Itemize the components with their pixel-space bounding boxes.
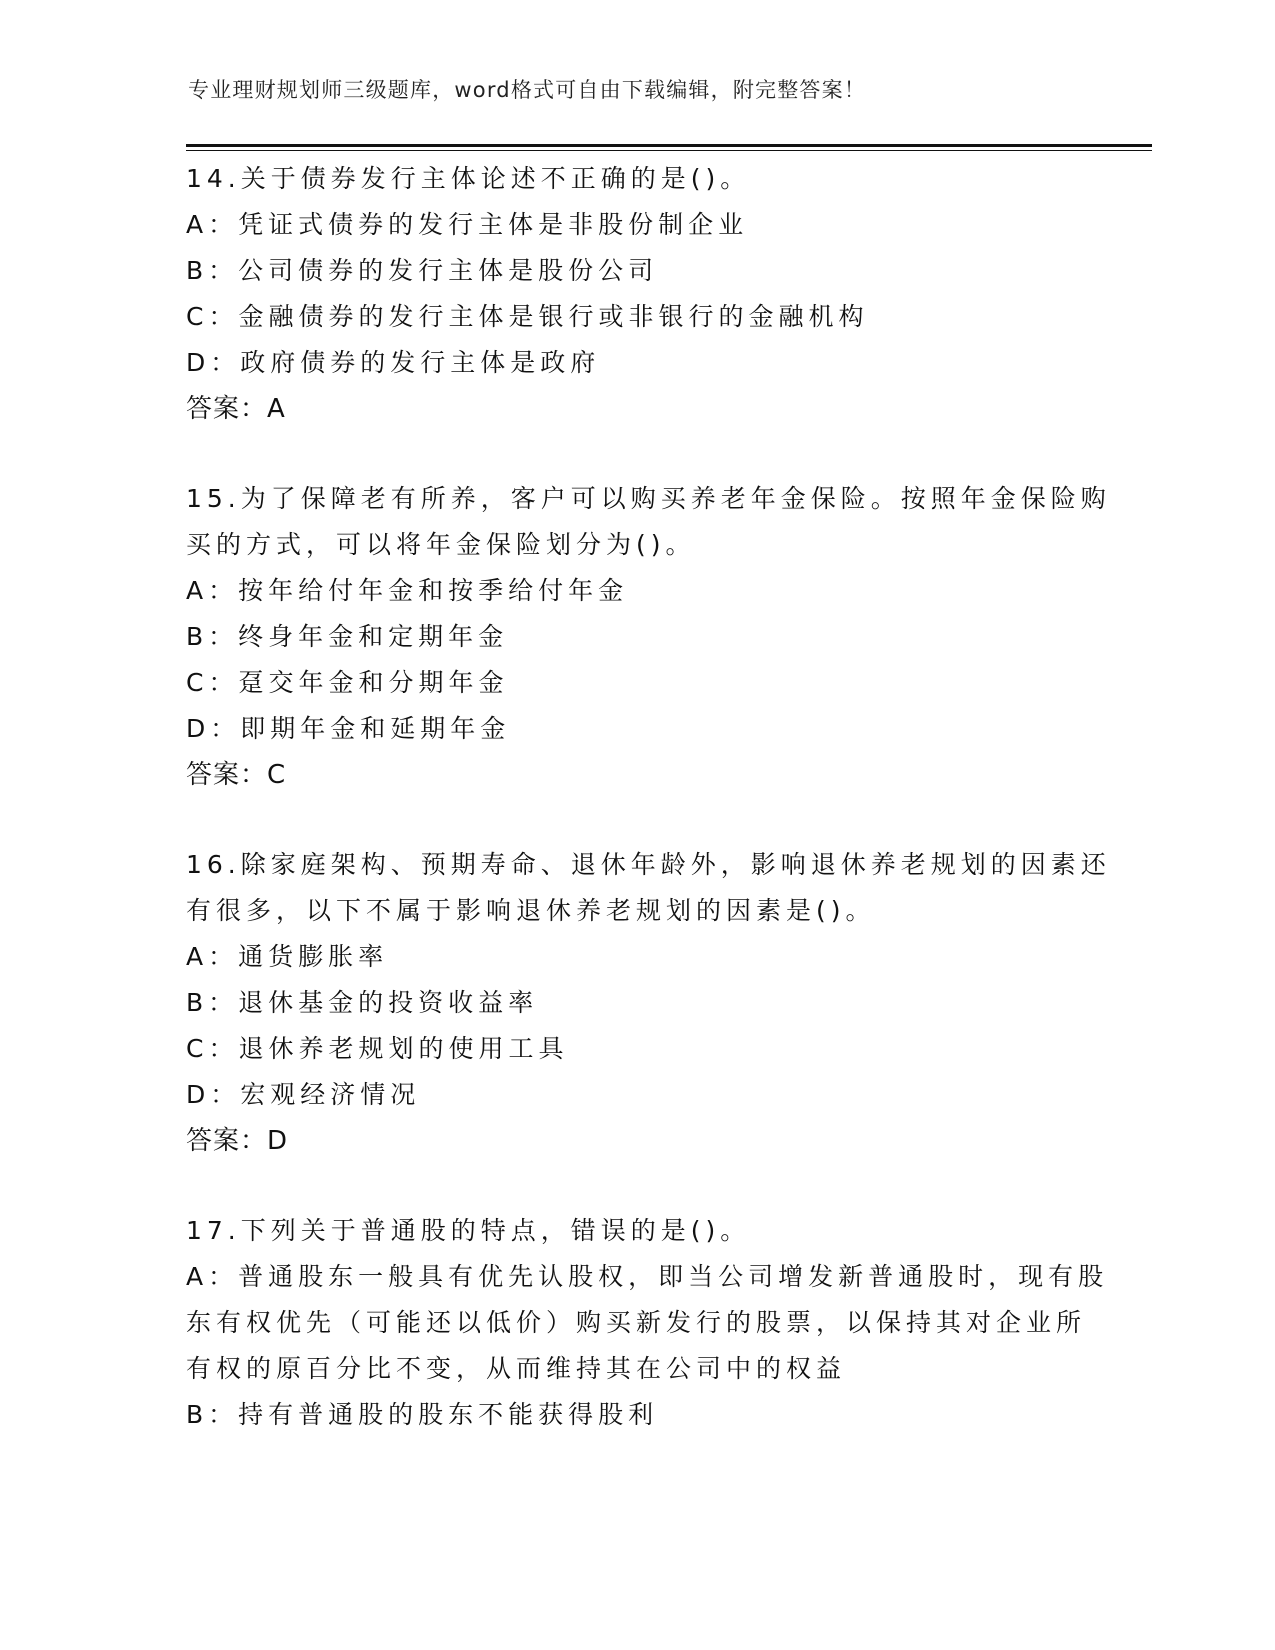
question-stem: 14.关于债券发行主体论述不正确的是()。 — [186, 164, 751, 193]
option-c: C：退休养老规划的使用工具 — [186, 1034, 569, 1063]
question-stem: 17.下列关于普通股的特点，错误的是()。 — [186, 1216, 751, 1245]
option-a: A：普通股东一般具有优先认股权，即当公司增发新普通股时，现有股 — [186, 1262, 1109, 1291]
option-c: C：趸交年金和分期年金 — [186, 668, 509, 697]
option-a: A：通货膨胀率 — [186, 942, 389, 971]
question-stem-cont: 有很多，以下不属于影响退休养老规划的因素是()。 — [186, 896, 876, 925]
answer-line: 答案：D — [186, 1126, 289, 1156]
answer-line: 答案：C — [186, 760, 287, 790]
question-stem-cont: 买的方式，可以将年金保险划分为()。 — [186, 530, 696, 559]
option-b: B：公司债券的发行主体是股份公司 — [186, 256, 659, 285]
option-d: D：政府债券的发行主体是政府 — [186, 348, 601, 377]
option-d: D：即期年金和延期年金 — [186, 714, 511, 743]
question-14 — [186, 156, 1086, 432]
option-a-cont: 有权的原百分比不变，从而维持其在公司中的权益 — [186, 1354, 847, 1383]
option-b: B：退休基金的投资收益率 — [186, 988, 539, 1017]
question-stem: 15.为了保障老有所养，客户可以购买养老年金保险。按照年金保险购 — [186, 484, 1111, 513]
option-d: D：宏观经济情况 — [186, 1080, 421, 1109]
option-a: A：凭证式债券的发行主体是非股份制企业 — [186, 210, 749, 239]
question-list — [186, 156, 1111, 1438]
option-b: B：终身年金和定期年金 — [186, 622, 509, 651]
header-rule-thick — [186, 144, 1152, 147]
question-16 — [186, 842, 1111, 1164]
question-17 — [186, 1208, 1109, 1438]
option-c: C：金融债券的发行主体是银行或非银行的金融机构 — [186, 302, 869, 331]
option-a-cont: 东有权优先（可能还以低价）购买新发行的股票，以保持其对企业所 — [186, 1308, 1087, 1337]
header-rule-thin — [186, 150, 1152, 151]
page-header: 专业理财规划师三级题库，word格式可自由下载编辑，附完整答案！ — [188, 78, 867, 102]
option-b: B：持有普通股的股东不能获得股利 — [186, 1400, 659, 1429]
option-a: A：按年给付年金和按季给付年金 — [186, 576, 629, 605]
answer-line: 答案：A — [186, 394, 286, 424]
question-stem: 16.除家庭架构、预期寿命、退休年龄外，影响退休养老规划的因素还 — [186, 850, 1111, 879]
question-15 — [186, 476, 1111, 798]
